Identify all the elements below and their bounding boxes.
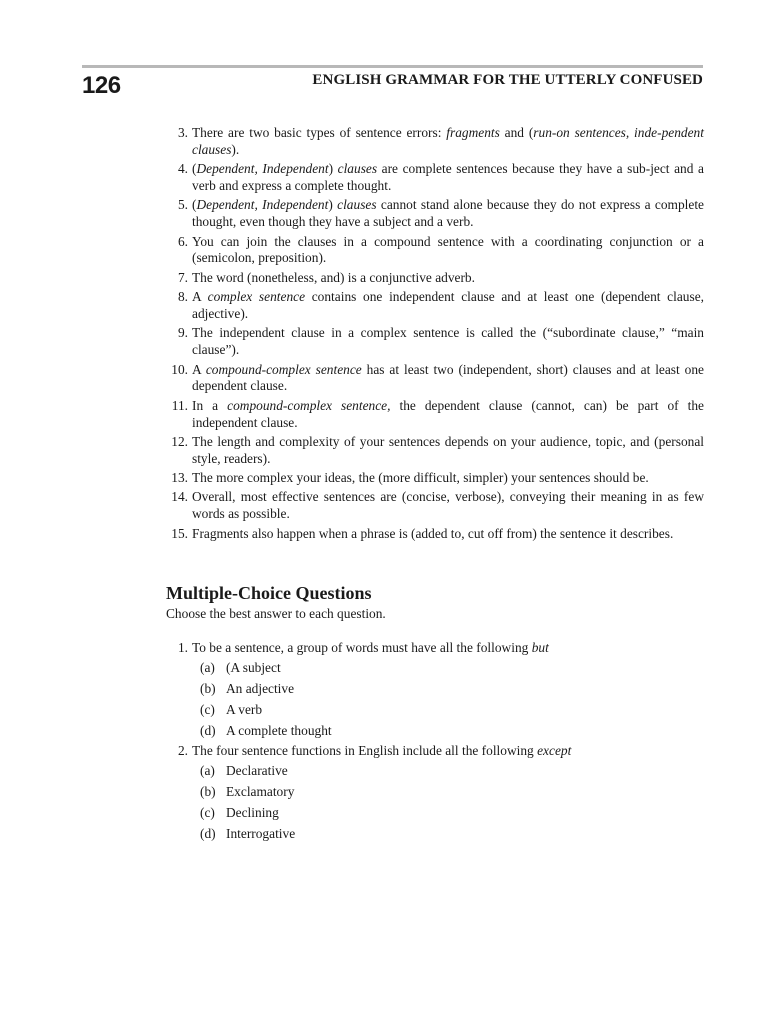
answer-option [166,805,704,822]
answer-option [166,826,704,843]
item-text-italic: clauses [337,197,377,213]
option-text: Interrogative [226,825,296,841]
option-text: Declarative [226,763,288,779]
answer-options [166,763,704,842]
list-item [166,398,704,432]
list-item [166,325,704,359]
list-item [166,234,704,268]
answer-option [166,763,704,780]
option-letter: (a) [200,660,215,676]
question-stem: To be a sentence, a group of words must have all the following [192,640,532,656]
option-letter: (a) [200,763,215,779]
item-text-italic: fragments [446,125,500,140]
item-text-italic: Dependent, Independent [196,161,329,177]
answer-option [166,784,704,801]
answer-option [166,660,704,677]
item-number: 9. [177,325,188,341]
option-text: Exclamatory [226,784,295,800]
option-text: (A subject [226,660,281,676]
item-text: The more complex your ideas, the (more difficult, simpler) your sentences should be. [192,470,649,486]
option-text: A verb [226,701,263,717]
item-number: 15. [171,525,188,541]
item-text: and ( [499,125,534,140]
answer-options [166,660,704,739]
answer-option [166,681,704,698]
item-text: ) [328,161,338,177]
list-item [166,270,704,287]
question-number: 1. [177,640,188,656]
item-text: A [192,289,208,305]
answer-option [166,702,704,719]
item-text: ( [192,161,197,177]
option-letter: (c) [200,804,215,820]
list-item [166,289,704,323]
item-text: ). [231,141,240,157]
list-item [166,434,704,468]
option-letter: (b) [200,681,216,697]
item-text: ( [192,197,197,213]
question-stem-italic: but [531,640,549,656]
option-letter: (d) [200,722,216,738]
item-text: In a [192,397,228,413]
item-number: 12. [171,433,188,449]
page-content [166,125,704,846]
item-number: 6. [177,233,188,249]
item-number: 4. [177,161,188,177]
item-number: 3. [177,125,188,140]
list-item [166,161,704,195]
item-text: ) [328,197,338,213]
item-text-italic: run-on sentences, inde-pendent clauses [192,125,704,157]
item-text: the dependent clause (cannot, can) be part of the independent clause. [192,397,704,430]
item-text: There are two basic types of sentence errors: [192,125,447,140]
question [166,743,704,760]
option-letter: (b) [200,784,216,800]
item-text: Overall, most effective sentences are (concise, verbose), conveying their meaning in as few words as possible. [192,489,704,522]
item-text-italic: Dependent, Independent [196,197,329,213]
item-number: 10. [171,361,188,377]
section-heading: Multiple-Choice Questions [166,583,372,604]
item-number: 14. [171,489,188,505]
option-text: A complete thought [226,722,332,738]
item-text: contains one independent clause and at least one (dependent clause, adjective). [192,289,704,321]
question [166,640,704,657]
item-text: Fragments also happen when a phrase is (added to, cut off from) the sentence it describes. [192,525,674,541]
item-number: 8. [177,289,188,305]
section-instructions: Choose the best answer to each question. [166,606,386,622]
running-head: ENGLISH GRAMMAR FOR THE UTTERLY CONFUSED [312,72,703,88]
header-rule [82,65,703,68]
item-text: You can join the clauses in a compound sentence with a coordinating conjunction or a (semicolon, preposition). [192,233,704,266]
item-text: are complete sentences because they have a sub-ject and a verb and express a complete thought. [192,161,704,193]
item-text: has at least two (independent, short) clauses and at least one dependent clause. [192,361,704,394]
option-text: Declining [226,804,279,820]
option-letter: (c) [200,701,215,717]
item-text: A [192,361,206,377]
item-number: 5. [177,197,188,213]
answer-option [166,723,704,740]
item-text-italic: clauses [337,161,378,177]
item-text: The length and complexity of your sentences depends on your audience, topic, and (personal style, readers). [192,433,704,466]
multiple-choice-list [166,640,704,842]
fill-in-list [166,125,704,542]
list-item [166,125,704,159]
question-number: 2. [177,743,188,759]
question-stem: The four sentence functions in English include all the following [192,743,538,759]
page-number: 126 [82,72,121,99]
item-number: 7. [177,269,188,285]
item-text: The independent clause in a complex sentence is called the (“subordinate clause,” “main clause”). [192,325,704,358]
list-item [166,362,704,396]
list-item [166,197,704,231]
list-item [166,470,704,487]
item-text: The word (nonetheless, and) is a conjunctive adverb. [192,269,475,285]
list-item [166,489,704,523]
item-text-italic: compound-complex sentence, [227,397,391,413]
item-text-italic: complex sentence [207,289,306,305]
list-item [166,526,704,543]
item-number: 13. [171,470,188,486]
item-text-italic: compound-complex sentence [205,361,362,377]
option-letter: (d) [200,825,216,841]
option-text: An adjective [226,681,295,697]
question-stem-italic: except [537,743,572,759]
item-number: 11. [171,397,188,413]
item-text: cannot stand alone because they do not express a complete thought, even though they have a subject and a verb. [192,197,704,230]
